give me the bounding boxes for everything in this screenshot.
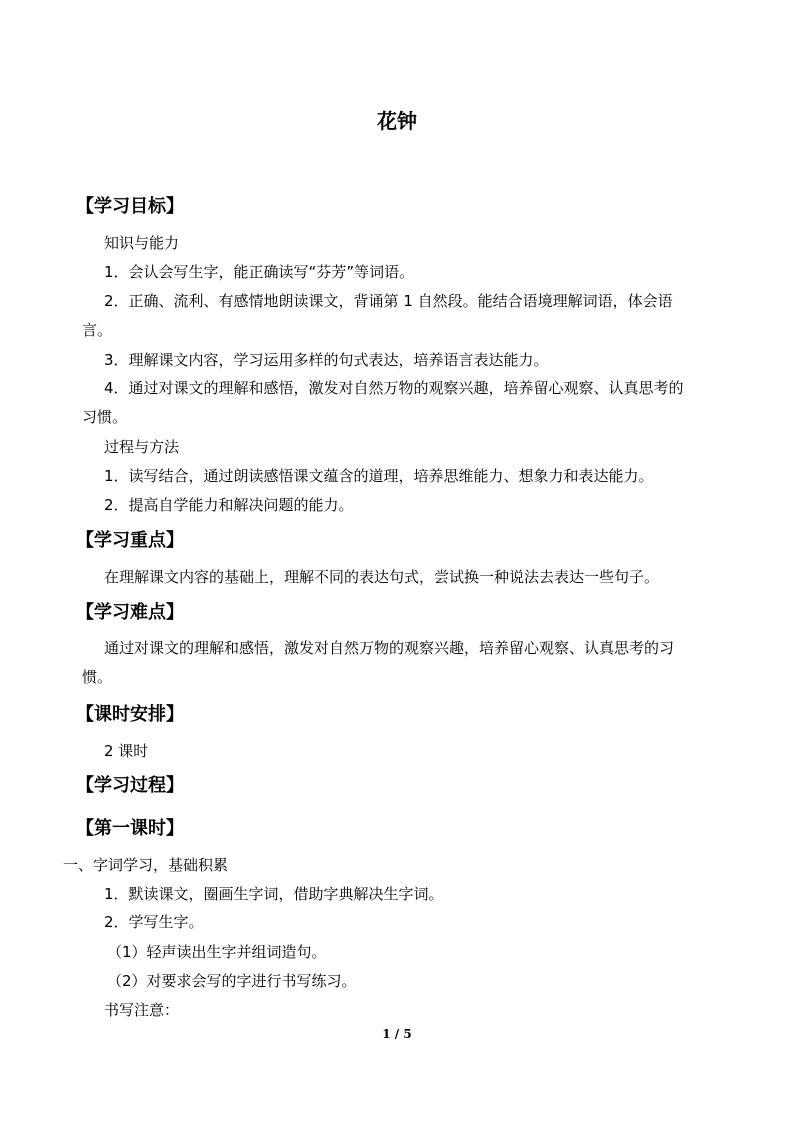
part-heading: 一、字词学习，基础积累 <box>63 856 229 874</box>
goal-item: 2．正确、流利、有感情地朗读课文，背诵第 1 自然段。能结合语境理解词语，体会语 <box>104 292 673 310</box>
heading-learning-goals: 【学习目标】 <box>76 196 184 217</box>
heading-key-points: 【学习重点】 <box>76 530 184 551</box>
step-item: 2．学写生字。 <box>104 913 204 931</box>
difficulties-text-cont: 惯。 <box>82 668 113 686</box>
heading-difficulties: 【学习难点】 <box>76 602 184 623</box>
sub-step-item: （1）轻声读出生字并组词造句。 <box>107 943 327 961</box>
heading-learning-process: 【学习过程】 <box>76 775 184 796</box>
page-number: 1 / 5 <box>382 1027 412 1041</box>
document-title: 花钟 <box>377 109 417 133</box>
difficulties-text: 通过对课文的理解和感悟，激发对自然万物的观察兴趣，培养留心观察、认真思考的习 <box>104 639 675 657</box>
goal-item: 1．会认会写生字，能正确读写“芬芳”等词语。 <box>104 263 415 281</box>
heading-schedule: 【课时安排】 <box>76 704 184 725</box>
goal-item: 4．通过对课文的理解和感悟，激发对自然万物的观察兴趣，培养留心观察、认真思考的 <box>104 379 684 397</box>
goal-item: 3．理解课文内容，学习运用多样的句式表达，培养语言表达能力。 <box>104 351 549 369</box>
process-item: 1．读写结合，通过朗读感悟课文蕴含的道理，培养思维能力、想象力和表达能力。 <box>104 467 654 485</box>
goal-item-cont: 言。 <box>82 321 113 339</box>
process-item: 2．提高自学能力和解决问题的能力。 <box>104 496 354 514</box>
subheading-process: 过程与方法 <box>104 438 180 456</box>
sub-step-item: （2）对要求会写的字进行书写练习。 <box>107 972 357 990</box>
schedule-text: 2 课时 <box>104 742 149 760</box>
heading-first-lesson: 【第一课时】 <box>76 818 184 839</box>
goal-item-cont: 习惯。 <box>82 408 128 426</box>
key-points-text: 在理解课文内容的基础上，理解不同的表达句式，尝试换一种说法去表达一些句子。 <box>104 568 660 586</box>
subheading-knowledge: 知识与能力 <box>104 234 180 252</box>
writing-note: 书写注意： <box>104 1001 180 1019</box>
step-item: 1．默读课文，圈画生字词，借助字典解决生字词。 <box>104 885 444 903</box>
